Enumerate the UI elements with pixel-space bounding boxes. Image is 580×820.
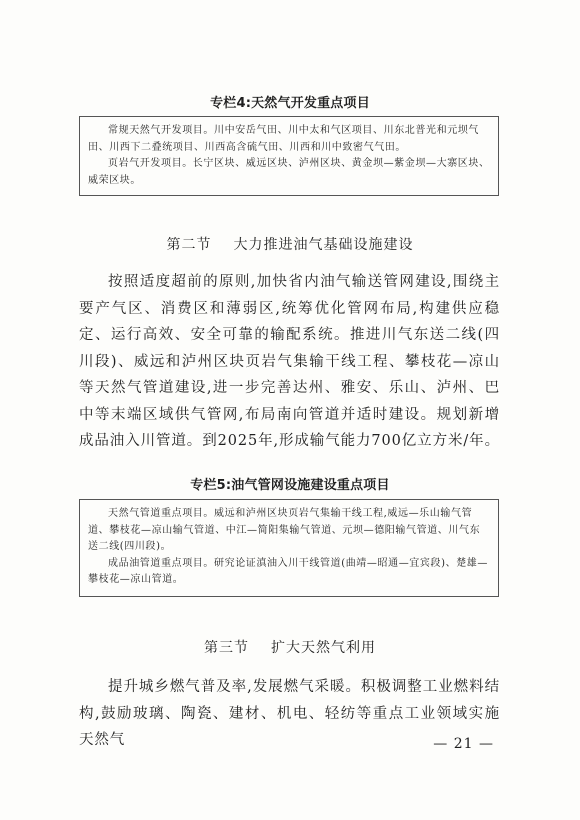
body-paragraph: 按照适度超前的原则,加快省内油气输送管网建设,围绕主要产气区、消费区和薄弱区,统筹优化管网布局,构建供应稳定、运行高效、安全可靠的输配系统。推进川气东送二线(四川段)、威远和泸州区块页岩气集输干线工程、攀枝花—凉山等天然气管道建设,进一步完善达州、雅安、乐山、泸州、巴中等末端区域供气管网,布局南向管道并适时建设。规划新增成品油入川管道。到2025年,形成输气能力700亿立方米/年。 <box>79 274 500 449</box>
box4-paragraph-2: 页岩气开发项目。长宁区块、威远区块、泸州区块、黄金坝—紫金坝—大寨区块、威荣区块。 <box>88 158 490 186</box>
section-heading-2 <box>0 234 580 254</box>
body-paragraph: 提升城乡燃气普及率,发展燃气采暖。积极调整工业燃料结构,鼓励玻璃、陶瓷、建材、机电、轻纺等重点工业领域实施天然气 <box>79 679 500 748</box>
box5-paragraph-2: 成品油管道重点项目。研究论证滇油入川干线管道(曲靖—昭通—宜宾段)、楚雄—攀枝花—凉山管道。 <box>88 557 489 585</box>
section-number: 第二节 <box>166 237 212 253</box>
box4-panel <box>79 116 499 196</box>
box4-paragraph-1: 常规天然气开发项目。川中安岳气田、川中太和气区项目、川东北普光和元坝气田、川西下二叠统项目、川西高含硫气田、川西和川中致密气气田。 <box>88 125 479 153</box>
section-title: 扩大天然气利用 <box>271 640 376 656</box>
section-title: 大力推进油气基础设施建设 <box>233 237 414 253</box>
section-heading-3 <box>0 637 580 657</box>
box5-title: 专栏5:油气管网设施建设重点项目 <box>190 478 390 493</box>
box5-paragraph-1: 天然气管道重点项目。威远和泸州区块页岩气集输干线工程,威远—乐山输气管道、攀枝花—凉山输气管道、中江—简阳集输气管道、元坝—德阳输气管道、川气东送二线(四川段)。 <box>88 508 481 552</box>
box4-title: 专栏4:天然气开发重点项目 <box>210 96 370 111</box>
box5-panel <box>79 499 499 597</box>
page-number: — 21 — <box>433 736 494 752</box>
section2-body <box>79 269 500 455</box>
section-number: 第三节 <box>204 640 249 656</box>
